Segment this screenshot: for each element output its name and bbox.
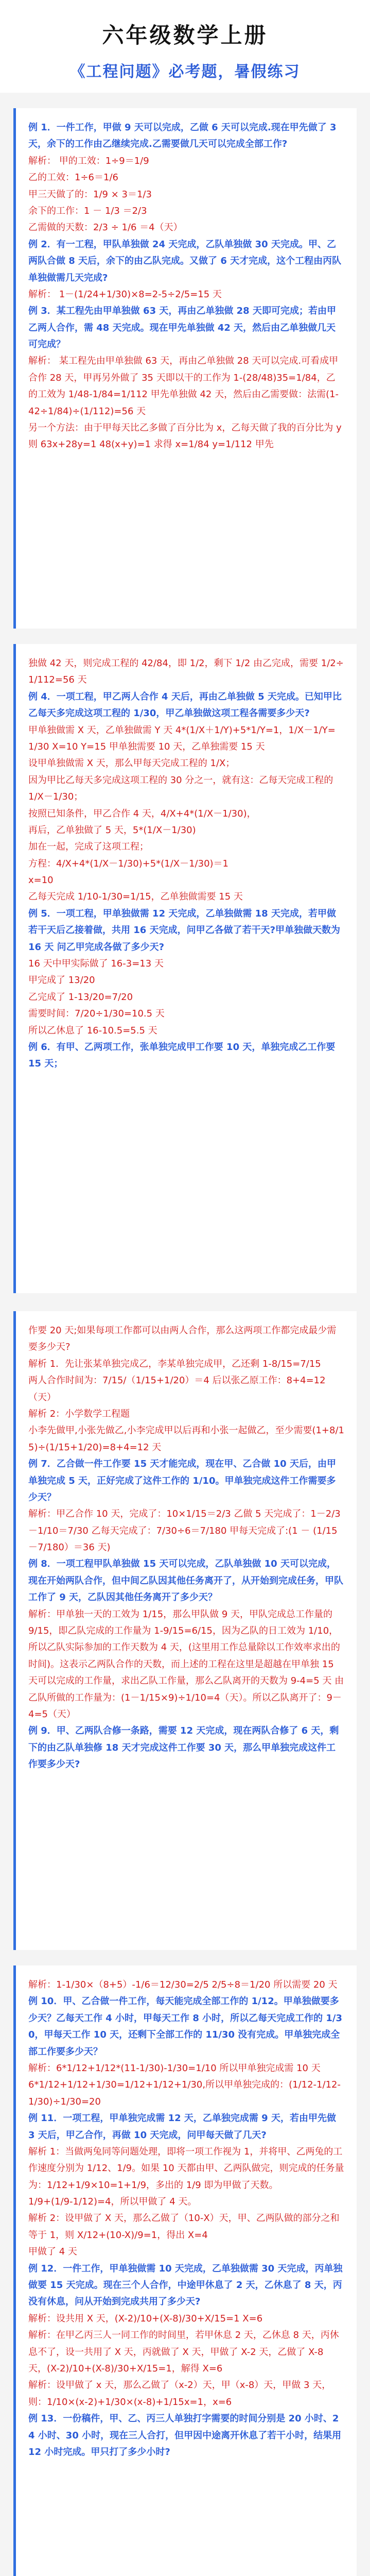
answer-text: 需要时间：7/20÷1/30=10.5 天 xyxy=(28,1008,165,1020)
answer-text: 16 天中甲实际做了 16-3=13 天 xyxy=(28,958,164,970)
answer-text: 方程：4/X+4*(1/X－1/30)+5*(1/X－1/30)＝1 xyxy=(28,858,228,869)
answer-text: 解析 1：当做两兔同等问题处理，即将一项工作视为 1，并将甲、乙两兔的工作速度分别为 1/12、1/9。如果 10 天都由甲、乙两队做完，则完成的任务量为：1/12+1/9×10=1+1/9，多出的 1/9 即为甲做了天数。 xyxy=(28,2146,344,2191)
answer-text: 独做 42 天，则完成工程的 42/84，即 1/2，剩下 1/2 由乙完成，需要 1/2÷1/112=56 天 xyxy=(28,658,344,686)
question-text: 例 10．甲、乙合做一件工作，每天能完成全部工作的 1/12。甲单独做要多少天？乙每天工作 4 小时，甲每天工作 8 小时，所以乙每天完成工作的 1/30，甲每天工作 10 天，还剩下全部工作的 11/30 没有完成。甲单独完成全部工作要多少天？ xyxy=(28,1996,343,2057)
answer-text: 按照已知条件，甲乙合作 4 天，4/X+4*(1/X－1/30)， xyxy=(28,808,256,819)
answer-text: 加在一起，完成了这项工程； xyxy=(28,841,149,853)
question-text: 例 4．一项工程，甲乙两人合作 4 天后，再由乙单独做 5 天完成。已知甲比乙每天多完成这项工程的 1/30，甲乙单独做这项工程各需要多少天? xyxy=(28,691,342,719)
question-text: 例 3．某工程先由甲单独做 63 天，再由乙单独做 28 天即可完成；若由甲乙两人合作，需 48 天完成。现在甲先单独做 42 天，然后由乙单独做几天可完成？ xyxy=(28,306,336,350)
question-text: 例 12．一件工作，甲单独做需 10 天完成，乙单独做需 30 天完成，丙单独做要 15 天完成。现在三个人合作，中途甲休息了 2 天，乙休息了 8 天，丙没有休息，问从开始到完成共用了多少天? xyxy=(28,2263,343,2308)
answer-text: 解析： 某工程先由甲单独做 63 天，再由乙单独做 28 天可以完成.可看成甲合作 28 天，甲再另外做了 35 天即以干的工作为 1-(28/48)35=1/84，乙的工效为 1/48-1/84=1/112 甲先单独做 42 天，然后由乙需要做：法需(1-42÷1/84)÷(1/112)=56 天 xyxy=(28,355,339,417)
section-card-2 xyxy=(13,644,357,1293)
answer-text: 解析： 1－(1/24+1/30)×8=2-5÷2/5=15 天 xyxy=(28,289,222,300)
question-text: 例 2．有一工程，甲队单独做 24 天完成，乙队单独做 30 天完成。甲、乙两队合做 8 天后，余下的由乙队完成。又做了 6 天才完成，这个工程由丙队单独做需几天完成? xyxy=(28,239,342,283)
question-text: 例 7．乙合做一件工作要 15 天才能完成，现在甲、乙合做 10 天后，由甲单独完成 5 天，正好完成了这件工作的 1/10。甲单独完成这件工作需要多少天？ xyxy=(28,1459,336,1503)
question-text: 例 1．一件工作，甲做 9 天可以完成，乙做 6 天可以完成.现在甲先做了 3 天，余下的工作由乙继续完成.乙需要做几天可以完成全部工作? xyxy=(28,122,337,150)
header xyxy=(0,0,370,93)
answer-text: 解析：甲单独一天的工效为 1/15，那么甲队做 9 天，甲队完成总工作量的 9/15，即乙队完成的工作量为 1-9/15=6/15，因为乙队的日工效为 1/10，所以乙队实际参加的工作天数为 4 天，(这里用工作总量除以工作效率求出的时间)。这表示乙两队合作的天数，而上述的工程在这里是超越在甲单独 15 天可以完成的工作量，求出乙队工作量，那么乙队离开的天数为 9-4=5 天 由乙队所做的工作量为：(1－1/15×9)÷1/10=4（天）。所以乙队离开了：9－4=5（天） xyxy=(28,1608,344,1720)
answer-text: 甲完成了 13/20 xyxy=(28,975,95,986)
answer-text: 再后，乙单独做了 5 天，5*(1/X－1/30) xyxy=(28,824,196,836)
answer-text: 解析 1．先让张某单独完成乙，李某单独完成甲，乙还剩 1-8/15=7/15 xyxy=(28,1358,321,1369)
answer-text: 另一个方法：由于甲每天比乙多做了百分比为 x，乙每天做了我的百分比为 y 则 63x+28y=1 48(x+y)=1 求得 x=1/84 y=1/112 甲先 xyxy=(28,422,342,450)
answer-text: 解析 2：设甲做了 X 天，那么乙做了（10-X）天，甲、乙两队做的部分之和等于 1，则 X/12+(10-X)/9=1，得出 X=4 xyxy=(28,2213,340,2241)
answer-text: 乙的工效：1÷6＝1/6 xyxy=(28,172,118,183)
answer-text: 设甲单独做需 X 天，那么甲每天完成工程的 1/X； xyxy=(28,758,235,769)
answer-text: 6*1/12+1/12+1/30=1/12+1/12+1/30,所以甲单独完成的：(1/12-1/12-1/30)÷1/30=20 xyxy=(28,2079,341,2107)
answer-text: 乙每天完成 1/10-1/30=1/15，乙单独做需要 15 天 xyxy=(28,891,243,903)
answer-text: 乙需做的天数：2/3 ÷ 1/6 ＝4（天） xyxy=(28,222,183,233)
section-card-1 xyxy=(13,108,357,629)
answer-text: 1/9+(1/9-1/12)=4，所以甲做了 4 天。 xyxy=(28,2196,197,2208)
question-text: 例 11．一项工程，甲单独完成需 12 天，乙单独完成需 9 天，若由甲先做 3 天后，甲乙合作，再做 10 天完成，问甲每天做了几天? xyxy=(28,2113,336,2141)
answer-text: 作要 20 天;如果每项工作都可以由两人合作，那么这两项工作都完成最少需要多少天? xyxy=(28,1325,337,1353)
page-title: 六年级数学上册 xyxy=(102,23,268,48)
answer-text: 甲三天做了的：1/9 × 3＝1/3 xyxy=(28,189,152,200)
answer-text: 因为甲比乙每天多完成这项工程的 30 分之一，就有这：乙每天完成工程的 1/X－1/30； xyxy=(28,774,333,803)
answer-text: 解析：在甲乙丙三人一同工作的时间里，若甲休息 2 天，乙休息 8 天，丙休息不了，设一共用了 X 天，丙就做了 X 天，甲做了 X-2 天，乙做了 X-8 天，(X-2)/10+(X-8)/30+X/15=1，解得 X=6 xyxy=(28,2330,339,2374)
answer-text: 解析： 甲的工效：1÷9＝1/9 xyxy=(28,155,149,166)
answer-text: x=10 xyxy=(28,875,54,886)
question-text: 例 9．甲、乙两队合修一条路，需要 12 天完成，现在两队合修了 6 天，剩下的由乙队单独修 18 天才完成这件工作要 30 天，那么甲单独完成这件工作要多少天? xyxy=(28,1725,339,1770)
section-card-3 xyxy=(13,1311,357,1950)
page-subtitle: 《工程问题》必考题，暑假练习 xyxy=(69,63,301,81)
answer-text: 解析：6*1/12+1/12*(11-1/30)-1/30=1/10 所以甲单独完成需 10 天 xyxy=(28,2062,321,2074)
answer-text: 解析 2：小学数学工程题 xyxy=(28,1408,130,1419)
question-text: 例 6．有甲、乙两项工作，张单独完成甲工作要 10 天，单独完成乙工作要 15 天； xyxy=(28,1041,336,1070)
answer-text: 所以乙休息了 16-10.5=5.5 天 xyxy=(28,1025,157,1036)
answer-text: 解析：甲乙合作 10 天，完成了：10×1/15＝2/3 乙做 5 天完成了：1－2/3－1/10＝7/30 乙每天完成了：7/30÷6＝7/180 甲每天完成了:(1 － (1/15－7/180）＝36 天) xyxy=(28,1509,341,1553)
answer-text: 解析：1-1/30×（8+5）-1/6＝12/30=2/5 2/5÷8＝1/20 所以需要 20 天 xyxy=(28,1979,338,1990)
answer-text: 解析：设甲做了 x 天，那么乙做了（x-2）天，甲（x-8）天，甲做 3 天，则：1/10×(x-2)+1/30×(x-8)+1/15x=1，x=6 xyxy=(28,2380,331,2408)
answer-text: 甲单独做需 X 天，乙单独做需 Y 天 4*(1/X＋1/Y)+5*1/Y=1，1/X－1/Y=1/30 X=10 Y=15 甲单独需要 10 天，乙单独需要 15 天 xyxy=(28,724,336,752)
question-text: 例 5．一项工程，甲单独做需 12 天完成，乙单独做需 18 天完成，若甲做若干天后乙接着做，共用 16 天完成，问甲乙各做了若干天?甲单独做天数为 16 天 问乙甲完成各做了多少天? xyxy=(28,908,341,953)
answer-text: 余下的工作：1 － 1/3 ＝2/3 xyxy=(28,205,147,216)
answer-text: 乙完成了 1-13/20=7/20 xyxy=(28,991,133,1003)
question-text: 例 13．一份稿件，甲、乙、丙三人单独打字需要的时间分别是 20 小时、24 小时、30 小时，现在三人合打，但甲因中途离开休息了若干小时，结果用 12 小时完成。甲只打了多少小时? xyxy=(28,2413,342,2458)
answer-text: 甲做了 4 天 xyxy=(28,2246,77,2258)
answer-text: 小李先做甲,小张先做乙,小李完成甲以后再和小张一起做乙，至少需要(1+8/15)÷(1/15+1/20)=8+4=12 天 xyxy=(28,1425,344,1453)
section-card-4 xyxy=(13,1965,357,2576)
answer-text: 解析：设共用 X 天，(X-2)/10+(X-8)/30+X/15=1 X=6 xyxy=(28,2313,263,2324)
answer-text: 两人合作时间为：7/15/（1/15+1/20）＝4 后以张乙原工作：8+4=12（天） xyxy=(28,1375,326,1403)
question-text: 例 8．一项工程甲队单独做 15 天可以完成，乙队单独做 10 天可以完成，现在开始两队合作，但中间乙队因其他任务离开了，从开始到完成任务，甲队工作了 9 天，乙队因其他任务离开了多少天？ xyxy=(28,1558,343,1603)
